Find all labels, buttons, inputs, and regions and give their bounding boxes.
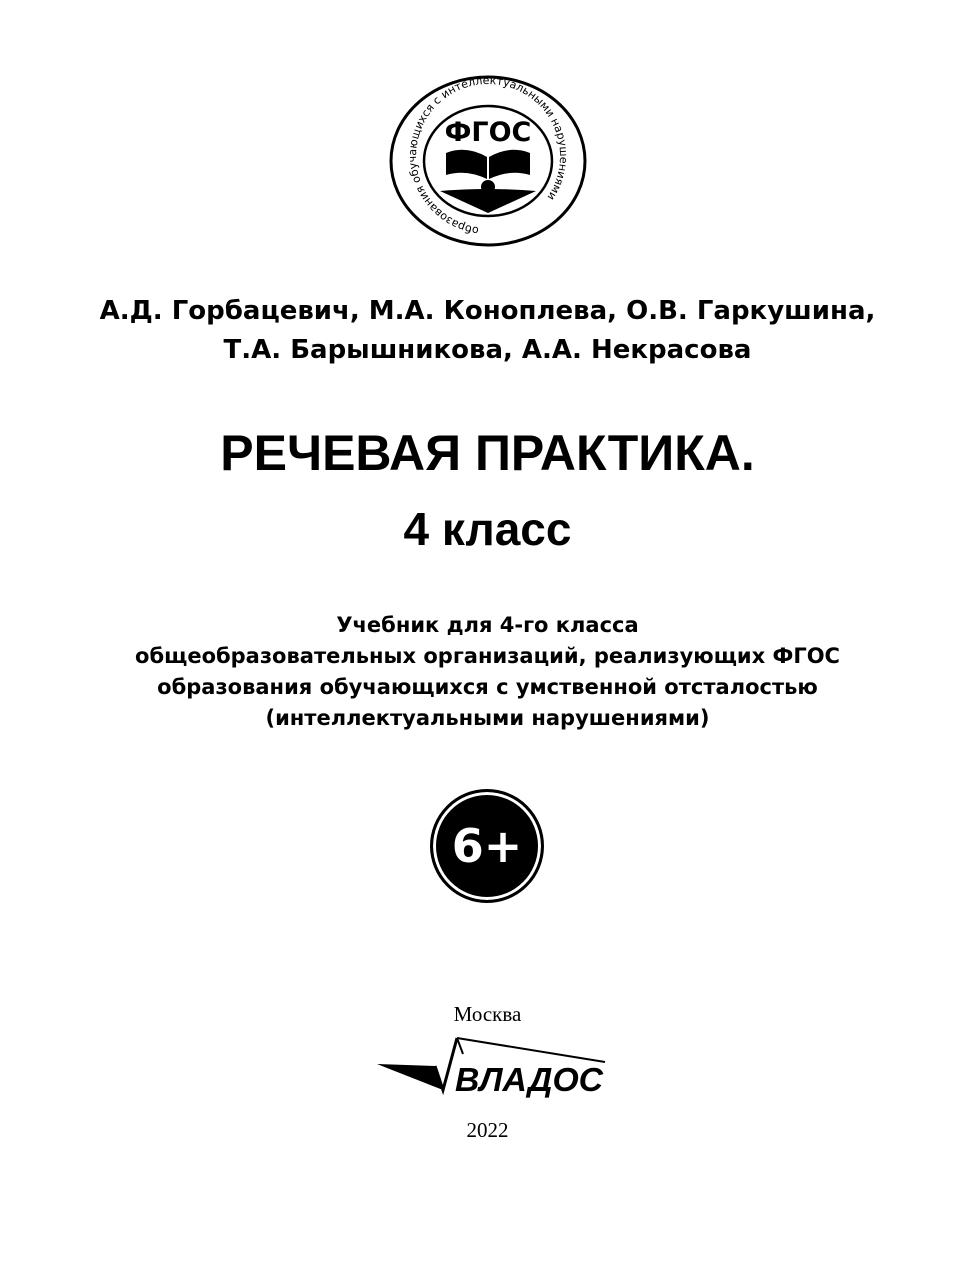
authors-line-1: А.Д. Горбацевич, М.А. Коноплева, О.В. Гаркушина, xyxy=(99,296,876,326)
seal-ring-text: образования обучающихся с интеллектуальными нарушениями xyxy=(405,75,571,238)
description-line: образования обучающихся с умственной отсталостью xyxy=(157,675,818,699)
book-title: РЕЧЕВАЯ ПРАКТИКА. xyxy=(220,425,755,481)
publisher-name: ВЛАДОС xyxy=(455,1061,605,1098)
book-description xyxy=(0,610,975,734)
age-rating-badge: 6+ xyxy=(430,789,544,903)
description-line: Учебник для 4-го класса xyxy=(336,613,639,637)
vlados-publisher-logo xyxy=(375,1030,607,1100)
fgos-seal-logo xyxy=(388,75,588,247)
description-line: общеобразовательных организаций, реализующих ФГОС xyxy=(135,644,840,668)
seal-acronym: ФГОС xyxy=(444,117,532,148)
description-line: (интеллектуальными нарушениями) xyxy=(265,706,710,730)
publication-year: 2022 xyxy=(466,1118,509,1142)
authors-line-2: Т.А. Барышникова, А.А. Некрасова xyxy=(223,335,752,365)
publisher-city: Москва xyxy=(453,1002,522,1026)
book-grade: 4 класс xyxy=(403,503,572,555)
